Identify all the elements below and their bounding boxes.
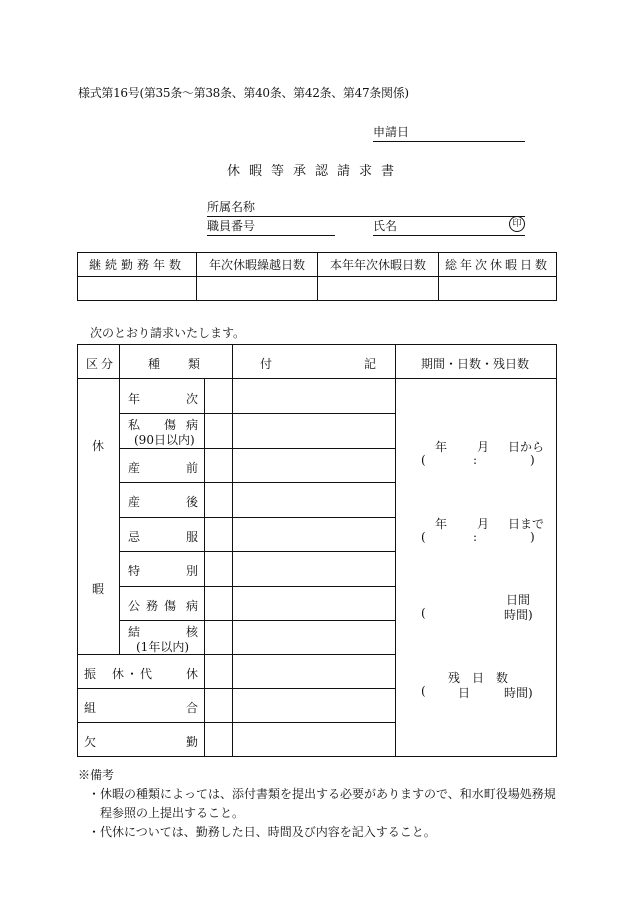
remaining-hours-label: 時間) [504,686,533,700]
division-kyu: 休 [92,439,105,453]
leave-type-tuberculosis-limit: (1年以内) [136,640,189,654]
header-carryover-days: 年次休暇繰越日数 [197,253,318,277]
leave-type-work-injury: 公務傷 [128,599,183,613]
period-to-colon: : [473,530,478,544]
header-continuous-service: 継続勤務年数 [78,253,197,277]
leave-type-mourning-2: 服 [186,530,199,544]
intro-text: 次のとおり請求いたします。 [90,326,246,340]
leave-type-annual: 年 [128,392,141,406]
leave-type-prenatal: 産 [128,461,141,475]
period-to-month: 月 [477,517,490,531]
period-from-colon: : [473,453,478,467]
period-duration-open: ( [421,606,426,620]
leave-request-table [77,344,557,757]
leave-type-tuberculosis: 結 [128,625,141,639]
header-current-year-days: 本年年次休暇日数 [318,253,439,277]
cell-continuous-service[interactable] [78,277,197,301]
row-absence-2: 勤 [186,735,199,749]
note-item-2: ・代休については、勤務した日、時間及び内容を記入すること。 [88,825,436,839]
note-item-1: ・休暇の種類によっては、添付書類を提出する必要がありますので、和水町役場処務規 [88,787,556,801]
leave-type-annual-2: 次 [186,392,199,406]
leave-type-private-injury-limit: (90日以内) [134,433,195,447]
period-to-day: 日まで [508,517,545,531]
form-reference: 様式第16号(第35条〜第38条、第40条、第42条、第47条関係) [78,86,409,100]
row-absence: 欠 [84,735,97,749]
application-date-field[interactable] [373,123,525,142]
period-to-close: ) [530,530,535,544]
leave-type-postnatal: 産 [128,495,141,509]
cell-total-leave-days[interactable] [439,277,557,301]
affiliation-field[interactable] [207,198,525,217]
row-union: 組 [84,701,97,715]
note-item-1-cont: 程参照の上提出すること。 [100,806,245,820]
employee-number-field[interactable] [207,217,335,236]
form-title: 休暇等承認請求書 [226,164,403,179]
employee-number-label: 職員番号 [207,219,256,233]
leave-type-work-injury-2: 病 [186,599,199,613]
period-to-year: 年 [435,517,448,531]
cell-carryover-days[interactable] [197,277,318,301]
period-from-year: 年 [435,440,448,454]
leave-type-mourning: 忌 [128,530,141,544]
header-period: 期間・日数・残日数 [421,357,530,371]
name-field[interactable] [373,217,525,236]
cell-current-year-days[interactable] [318,277,439,301]
division-ka: 暇 [92,582,105,596]
period-from-day: 日から [508,440,545,454]
header-division: 区分 [86,357,117,371]
affiliation-label: 所属名称 [207,200,256,214]
header-type: 種 類 [148,357,209,371]
leave-type-tuberculosis-2: 核 [186,625,199,639]
row-substitute-holiday-2: 休 [186,667,199,681]
leave-type-postnatal-2: 後 [186,495,199,509]
name-label: 氏名 [373,219,398,233]
seal-mark: 印 [509,216,525,232]
period-from-close: ) [530,453,535,467]
leave-type-special-2: 別 [186,564,199,578]
leave-type-private-injury: 私 傷 [128,418,183,432]
application-date-label: 申請日 [373,125,410,139]
leave-type-private-injury-2: 病 [186,418,199,432]
leave-type-prenatal-2: 前 [186,461,199,475]
period-days-label: 日間 [506,593,531,607]
service-years-table [77,252,557,301]
notes-heading: ※備考 [78,768,115,782]
remaining-open: ( [421,684,426,698]
remaining-days-label: 残 日 数 [448,671,509,685]
row-union-2: 合 [186,701,199,715]
period-from-month: 月 [477,440,490,454]
header-notes: 付 記 [260,357,417,371]
period-from-open: ( [421,453,426,467]
row-substitute-holiday: 振 休・代 [84,667,155,681]
header-total-leave-days: 総年次休暇日数 [439,253,557,277]
remaining-day-label: 日 [458,686,471,700]
leave-type-special: 特 [128,564,141,578]
period-hours-label: 時間) [504,608,533,622]
notes-section [78,766,556,842]
period-to-open: ( [421,530,426,544]
